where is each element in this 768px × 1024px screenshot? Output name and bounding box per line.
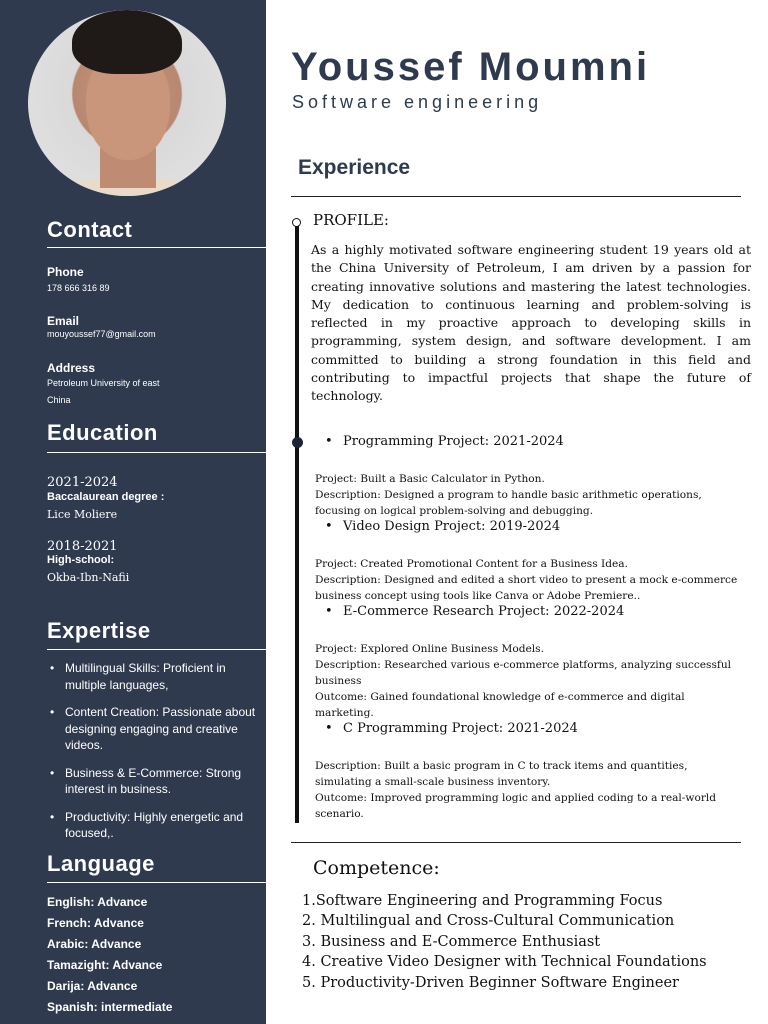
expertise-item: • Productivity: Highly energetic and focused,. <box>47 809 266 842</box>
competence-item: 4. Creative Video Designer with Technical Foundations <box>302 954 707 971</box>
competence-item: 1.Software Engineering and Programming Focus <box>302 893 663 909</box>
competence-item: 3. Business and E-Commerce Enthusiast <box>302 933 601 950</box>
project-line: Description: Designed and edited a short video to present a mock e-commerce business concept using tools like Canva or Adobe Premiere.. <box>315 574 738 602</box>
project-details <box>315 641 745 721</box>
competence-item: 2. Multilingual and Cross-Cultural Communication <box>302 913 675 930</box>
project-title <box>325 604 624 619</box>
timeline-start-marker <box>292 218 301 227</box>
phone-value: 178 666 316 89 <box>47 283 110 293</box>
project-line: Project: Explored Online Business Models. <box>315 643 544 655</box>
address-label: Address <box>47 361 96 375</box>
project-title <box>325 519 560 534</box>
experience-heading: Experience <box>298 156 411 179</box>
address-line-2: China <box>47 395 71 405</box>
language-item: French: Advance <box>47 916 144 930</box>
project-line: Project: Created Promotional Content for a Business Idea. <box>315 558 628 570</box>
education-degree: Baccalaurean degree : <box>47 491 165 503</box>
language-item: Spanish: intermediate <box>47 1000 173 1014</box>
profile-text: As a highly motivated software engineering student 19 years old at the China University of Petroleum, I am driven by a passion for creating innovative solutions and mastering the latest technologies. My dedication to continuous learning and problem-solving is reflected in my proactive approach to developing skills in programming, system design, and software development. I am committed to building a strong foundation in this field and contributing to impactful projects that shape the future of technology. <box>311 242 751 404</box>
language-item: Arabic: Advance <box>47 937 142 951</box>
language-item: Darija: Advance <box>47 979 138 993</box>
bullet-icon: • <box>325 434 333 449</box>
sidebar <box>0 0 266 1024</box>
timeline-marker <box>292 437 303 448</box>
job-title: Software engineering <box>292 92 543 112</box>
bullet-icon: • <box>325 519 333 534</box>
competence-heading: Competence: <box>313 857 440 879</box>
email-label: Email <box>47 314 80 328</box>
person-name: Youssef Moumni <box>291 45 651 89</box>
project-line: Description: Built a basic program in C to track items and quantities, simulating a small-scale business inventory. <box>315 760 688 788</box>
photo-hair <box>72 10 182 74</box>
expertise-divider <box>47 649 266 650</box>
project-title <box>325 721 578 736</box>
experience-divider <box>291 196 741 197</box>
expertise-heading: Expertise <box>47 618 151 643</box>
education-school: Lice Moliere <box>47 508 118 521</box>
project-line: Outcome: Improved programming logic and applied coding to a real-world scenario. <box>315 792 717 820</box>
language-divider <box>47 882 266 883</box>
competence-item: 5. Productivity-Driven Beginner Software Engineer <box>302 974 679 991</box>
expertise-item: • Multilingual Skills: Proficient in multiple languages, <box>47 660 266 693</box>
timeline-line <box>295 225 299 823</box>
expertise-item: • Business & E-Commerce: Strong interest in business. <box>47 765 266 798</box>
contact-divider <box>47 247 266 248</box>
education-heading: Education <box>47 420 158 445</box>
education-school: Okba-Ibn-Nafii <box>47 571 130 584</box>
project-line: Description: Researched various e-commerce platforms, analyzing successful business <box>315 659 732 687</box>
project-details <box>315 556 745 604</box>
project-title-text: Video Design Project: 2019-2024 <box>343 519 561 534</box>
bullet-icon: • <box>325 721 333 736</box>
profile-heading: PROFILE: <box>313 211 389 229</box>
bullet-icon: • <box>325 604 333 619</box>
profile-photo <box>28 10 226 196</box>
language-heading: Language <box>47 851 155 876</box>
phone-label: Phone <box>47 265 84 279</box>
project-title-text: E-Commerce Research Project: 2022-2024 <box>343 604 625 619</box>
education-divider <box>47 452 266 453</box>
email-value[interactable]: mouyoussef77@gmail.com <box>47 329 156 339</box>
education-years: 2021-2024 <box>47 475 118 490</box>
project-line: Project: Built a Basic Calculator in Python. <box>315 473 545 485</box>
project-title-text: Programming Project: 2021-2024 <box>343 434 564 449</box>
competence-divider <box>291 842 741 843</box>
project-title <box>325 434 564 449</box>
project-line: Outcome: Gained foundational knowledge of e-commerce and digital marketing. <box>315 691 685 719</box>
address-line-1: Petroleum University of east <box>47 378 160 388</box>
language-item: English: Advance <box>47 895 148 909</box>
language-item: Tamazight: Advance <box>47 958 163 972</box>
project-title-text: C Programming Project: 2021-2024 <box>343 721 578 736</box>
education-degree: High-school: <box>47 554 115 566</box>
contact-heading: Contact <box>47 217 133 242</box>
expertise-list <box>47 660 266 853</box>
expertise-item: • Content Creation: Passionate about designing engaging and creative videos. <box>47 704 266 754</box>
project-line: Description: Designed a program to handle basic arithmetic operations, focusing on logical problem-solving and debugging. <box>315 489 702 517</box>
competence-list <box>302 891 707 993</box>
project-details <box>315 758 745 822</box>
project-details <box>315 471 745 519</box>
education-years: 2018-2021 <box>47 539 118 554</box>
